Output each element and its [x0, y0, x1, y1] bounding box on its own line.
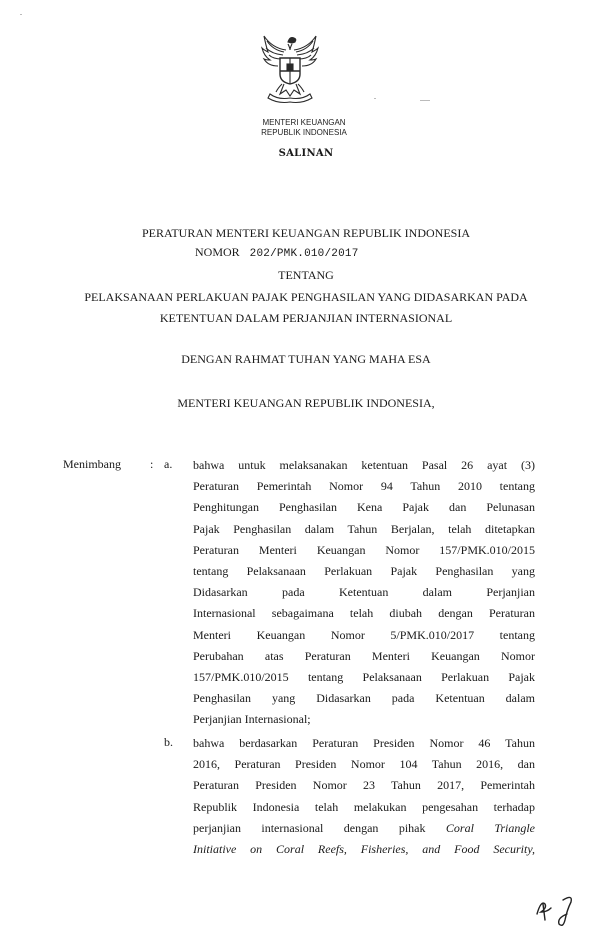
item-b-line: Republik Indonesia telah melakukan pengesahan terhadap	[193, 799, 535, 814]
item-a-text	[193, 455, 535, 730]
number-label: NOMOR	[195, 245, 240, 259]
item-a-line: Penghitungan Penghasilan Kena Pajak dan Pelunasan	[193, 500, 535, 515]
about-heading: TENTANG	[278, 268, 334, 282]
item-a-line: 157/PMK.010/2015 tentang Pelaksanaan Perlakuan Pajak	[193, 669, 535, 684]
considering-label: Menimbang	[63, 457, 121, 471]
scan-speck	[420, 100, 430, 101]
considering-colon: :	[150, 457, 154, 471]
issuer: MENTERI KEUANGAN REPUBLIK INDONESIA,	[177, 396, 435, 410]
item-b-line: Peraturan Presiden Nomor 23 Tahun 2017, Pemerintah	[193, 778, 535, 793]
regulation-title: PERATURAN MENTERI KEUANGAN REPUBLIK INDONESIA	[142, 226, 470, 240]
invocation: DENGAN RAHMAT TUHAN YANG MAHA ESA	[181, 352, 431, 366]
item-b-line: bahwa berdasarkan Peraturan Presiden Nomor 46 Tahun	[193, 736, 535, 750]
item-a-line: bahwa untuk melaksanakan ketentuan Pasal 26 ayat (3)	[193, 458, 535, 472]
item-a-line: Perjanjian Internasional;	[193, 712, 311, 727]
subject-line-1: PELAKSANAAN PERLAKUAN PAJAK PENGHASILAN YANG DIDASARKAN PADA	[84, 290, 528, 304]
item-a-line: Pajak Penghasilan dalam Tahun Berjalan, telah ditetapkan	[193, 521, 535, 536]
item-b-italic-text: Initiative on Coral Reefs, Fisheries, and Food Security,	[193, 841, 535, 856]
item-b-marker: b.	[164, 735, 173, 749]
scan-speck	[374, 98, 376, 99]
ministry-line-1: MENTERI KEUANGAN	[262, 118, 346, 127]
item-a-line: Penghasilan yang Didasarkan pada Ketentuan dalam	[193, 691, 535, 706]
item-b-line-italic-full	[193, 839, 535, 860]
copy-stamp: SALINAN	[278, 148, 334, 159]
regulation-number	[195, 245, 359, 260]
garuda-emblem-icon	[258, 28, 322, 106]
item-b-line-text: perjanjian internasional dengan pihak	[193, 820, 426, 835]
item-b-line-mixed	[193, 818, 535, 839]
item-a-line: Didasarkan pada Ketentuan dalam Perjanjian	[193, 585, 535, 600]
subject-line-2: KETENTUAN DALAM PERJANJIAN INTERNASIONAL	[159, 311, 453, 325]
item-a-line: Internasional sebagaimana telah diubah dengan Peraturan	[193, 606, 535, 621]
item-a-line: Peraturan Pemerintah Nomor 94 Tahun 2010 tentang	[193, 479, 535, 494]
item-a-line: Menteri Keuangan Nomor 5/PMK.010/2017 tentang	[193, 627, 535, 642]
scan-speck	[20, 14, 22, 15]
ministry-line-2: REPUBLIK INDONESIA	[261, 128, 347, 137]
item-b-text	[193, 733, 535, 860]
item-a-marker: a.	[164, 457, 173, 471]
item-a-line: tentang Pelaksanaan Perlakuan Pajak Penghasilan yang	[193, 563, 535, 578]
item-b-line-italic: Coral Triangle	[445, 820, 535, 835]
item-b-line: 2016, Peraturan Presiden Nomor 104 Tahun 2016, dan	[193, 757, 535, 772]
item-a-line: Perubahan atas Peraturan Menteri Keuangan Nomor	[193, 648, 535, 663]
number-value: 202/PMK.010/2017	[249, 248, 359, 260]
item-a-line: Peraturan Menteri Keuangan Nomor 157/PMK.010/2015	[193, 542, 535, 557]
handwritten-initials-icon	[533, 890, 583, 930]
